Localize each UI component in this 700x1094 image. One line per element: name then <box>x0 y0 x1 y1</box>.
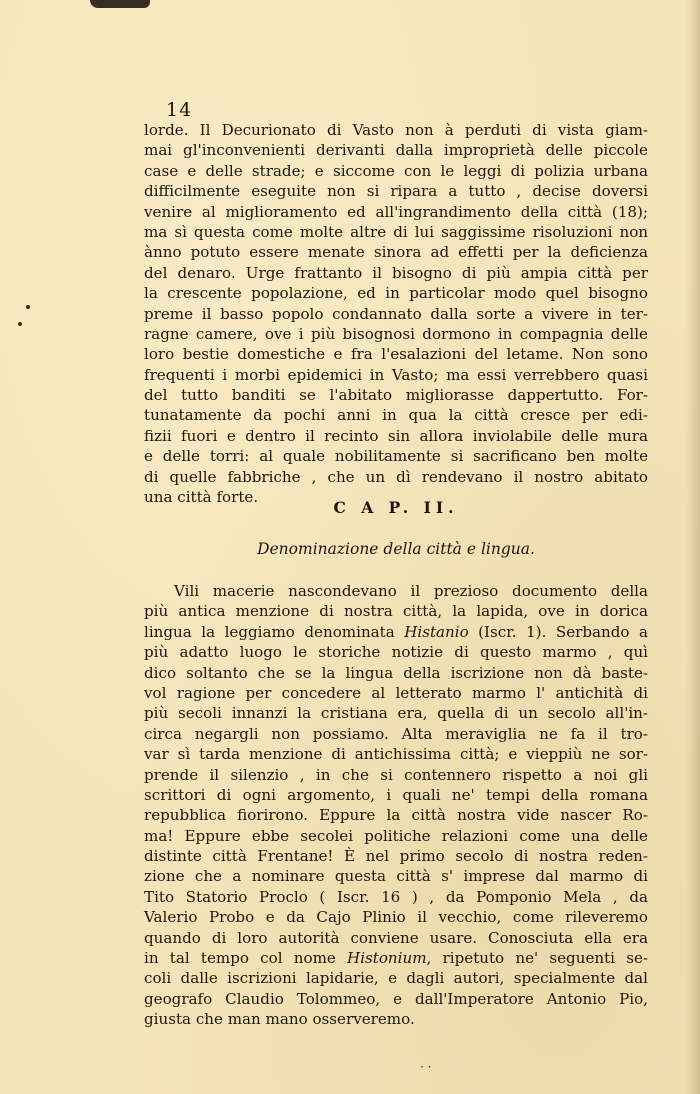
chapter-subtitle: Denominazione della città e lingua. <box>257 540 535 558</box>
text-line: Valerio Probo e da Cajo Plinio il vecchio, come rileveremo <box>144 908 648 927</box>
text-line: ragne camere, ove i più bisognosi dormono in compagnia delle <box>144 324 648 343</box>
chapter-heading: C A P. II. <box>333 498 459 517</box>
text-line: difficilmente eseguite non si ripara a tutto , decise doversi <box>144 182 648 201</box>
text-line: ma! Eppure ebbe secolei politiche relazioni come una delle <box>144 826 648 845</box>
text-line: mai gl'inconvenienti derivanti dalla improprietà delle piccole <box>144 141 648 160</box>
text-line: una città forte. <box>144 488 259 507</box>
text-line: var sì tarda menzione di antichissima città; e vieppiù ne sor- <box>144 745 648 764</box>
text-line: ma sì questa come molte altre di lui saggissime risoluzioni non <box>144 222 648 241</box>
margin-mark <box>26 305 30 309</box>
text-line: tunatamente da pochi anni in qua la città cresce per edi- <box>144 406 648 425</box>
text-line: la crescente popolazione, ed in particolar modo quel bisogno <box>144 284 648 303</box>
text-line: dico soltanto che se la lingua della iscrizione non dà baste- <box>144 663 648 682</box>
text-line: fizii fuori e dentro il recinto sin allora inviolabile delle mura <box>144 426 648 445</box>
text-line: ànno potuto essere menate sinora ad effetti per la deficienza <box>144 243 648 262</box>
text-line: vol ragione per concedere al letterato marmo l' antichità di <box>144 683 648 702</box>
text-line: lorde. Il Decurionato di Vasto non à perduti di vista giam- <box>144 121 648 139</box>
text-line: distinte città Frentane! È nel primo secolo di nostra reden- <box>144 847 648 866</box>
text-line: circa negargli non possiamo. Alta meraviglia ne fa il tro- <box>144 724 648 743</box>
page-edge-shadow <box>686 0 700 1094</box>
text-line: del denaro. Urge frattanto il bisogno di più ampia città per <box>144 263 648 282</box>
paragraph-2 <box>144 581 648 1030</box>
page-number: 14 <box>166 99 193 121</box>
text-line: zione che a nominare questa città s' imprese dal marmo di <box>144 867 648 886</box>
ink-smudge <box>90 0 150 8</box>
text-line: più secoli innanzi la cristiana era, quella di un secolo all'in- <box>144 704 648 723</box>
text-line: prende il silenzio , in che si contennero rispetto a noi gli <box>144 765 648 784</box>
text-line: Vili macerie nascondevano il prezioso documento della <box>174 582 648 600</box>
text-line: geografo Claudio Tolommeo, e dall'Imperatore Antonio Pio, <box>144 989 648 1008</box>
text-line: lingua la leggiamo denominata Histanio (Iscr. 1). Serbando a <box>144 622 648 641</box>
paragraph-1 <box>144 120 648 507</box>
text-line: quando di loro autorità conviene usare. Conosciuta ella era <box>144 928 648 947</box>
text-line: in tal tempo col nome Histonium, ripetuto ne' seguenti se- <box>144 949 648 968</box>
text-line: Tito Statorio Proclo ( Iscr. 16 ) , da Pomponio Mela , da <box>144 887 648 906</box>
text-line: di quelle fabbriche , che un dì rendevano il nostro abitato <box>144 467 648 486</box>
text-line: giusta che man mano osserveremo. <box>144 1010 415 1029</box>
text-line: scrittori di ogni argomento, i quali ne' tempi della romana <box>144 785 648 804</box>
text-line: preme il basso popolo condannato dalla sorte a vivere in ter- <box>144 304 648 323</box>
text-line: venire al miglioramento ed all'ingrandimento della città (18); <box>144 202 648 221</box>
text-line: del tutto banditi se l'abitato migliorasse dappertutto. For- <box>144 386 648 405</box>
text-line: case e delle strade; e siccome con le leggi di polizia urbana <box>144 161 648 180</box>
text-line: più antica menzione di nostra città, la lapida, ove in dorica <box>144 602 648 621</box>
text-line: loro bestie domestiche e fra l'esalazioni del letame. Non sono <box>144 345 648 364</box>
text-line: coli dalle iscrizioni lapidarie, e dagli autori, specialmente dal <box>144 969 648 988</box>
text-line: frequenti i morbi epidemici in Vasto; ma essi verrebbero quasi <box>144 365 648 384</box>
footer-marks: · · <box>420 1060 432 1074</box>
text-line: più adatto luogo le storiche notizie di questo marmo , quì <box>144 643 648 662</box>
text-line: repubblica fiorirono. Eppure la città nostra vide nascer Ro- <box>144 806 648 825</box>
margin-mark <box>18 322 22 326</box>
text-line: e delle torri: al quale nobilitamente si sacrificano ben molte <box>144 447 648 466</box>
